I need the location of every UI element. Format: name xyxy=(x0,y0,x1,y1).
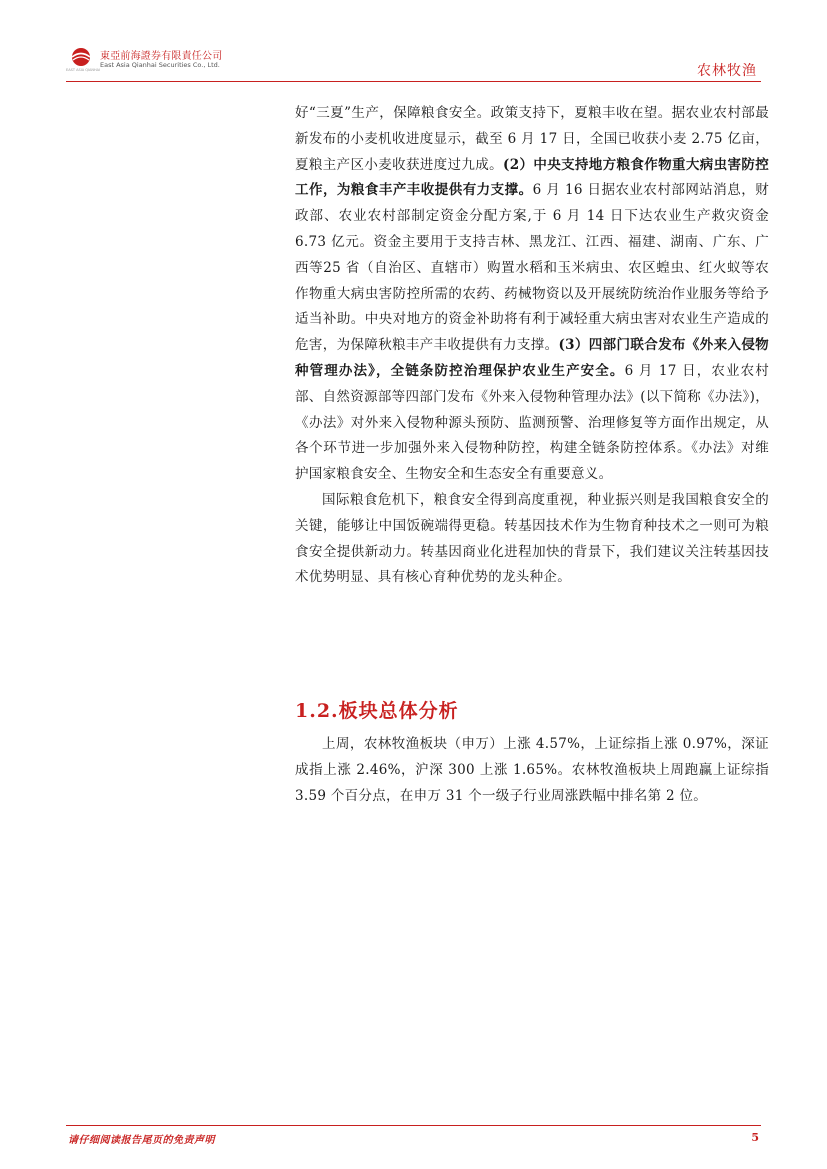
bold-point-2: (2）中央支持地方粮食作物重大病虫害防控工作，为粮食丰产丰收提供有力支撑。 xyxy=(295,156,770,199)
paragraph-market: 上周，农林牧渔板块（申万）上涨 4.57%，上证综指上涨 0.97%，深证成指上涨 2.46%，沪深 300 上涨 1.65%。农林牧渔板块上周跑赢上证综指 3.59 个百分点，在申万 31 个一级子行业周涨跌幅中排名第 2 位。 xyxy=(295,736,769,804)
bold-point-3: (3）四部门联合发布《外来入侵物种管理办法》，全链条防控治理保护农业生产安全。 xyxy=(295,337,769,379)
disclaimer-note: 请仔细阅读报告尾页的免责声明 xyxy=(68,1135,215,1146)
footer-divider xyxy=(66,1125,761,1126)
logo-subtext: EAST ASIA QIANHAI xyxy=(66,68,101,72)
company-name-cn: 東亞前海證券有限責任公司 xyxy=(100,51,223,62)
page-header xyxy=(0,0,827,90)
paragraph-policy xyxy=(295,101,769,488)
company-name-en: East Asia Qianhai Securities Co., Ltd. xyxy=(100,61,220,69)
text-run: 6 月 17 日，农业农村部、自然资源部等四部门发布《外来入侵物种管理办法》(以下简称《办法》)，《办法》对外来入侵物种源头预防、监测预警、治理修复等方面作出规定，从各个环节进一步加强外来入侵物种防控，构建全链条防控体系。《办法》对维护国家粮食安全、生物安全和生态安全有重要意义。 xyxy=(295,362,769,483)
text-run: 6 月 16 日据农业农村部网站消息，财政部、农业农村部制定资金分配方案,于 6 月 14 日下达农业生产救灾资金 6.73 亿元。资金主要用于支持吉林、黑龙江、江西、福建、湖南、广东、广西等25 省（自治区、直辖市）购置水稻和玉米病虫、农区蝗虫、红火蚁等农作物重大病虫害防控所需的农药、药械物资以及开展统防统治作业服务等给予适当补助。中央对地方的资金补助将有利于减轻重大病虫害对农业生产造成的危害，为保障秋粮丰产丰收提供有力支撑。 xyxy=(295,182,769,354)
company-logo xyxy=(66,46,223,74)
section-text xyxy=(295,732,769,809)
header-divider xyxy=(66,81,761,82)
main-text xyxy=(295,101,769,591)
page-number: 5 xyxy=(751,1131,759,1144)
section-tag: 农林牧渔 xyxy=(697,63,757,79)
text-run: 好“三夏”生产，保障粮食安全。政策支持下，夏粮丰收在望。据农业农村部最新发布的小麦机收进度显示，截至 6 月 17 日，全国已收获小麦 2.75 亿亩，夏粮主产区小麦收获进度过九成。 xyxy=(295,105,769,173)
section-heading: 1.2.板块总体分析 xyxy=(295,700,459,722)
paragraph-recommendation: 国际粮食危机下，粮食安全得到高度重视，种业振兴则是我国粮食安全的关键，能够让中国饭碗端得更稳。转基因技术作为生物育种技术之一则可为粮食安全提供新动力。转基因商业化进程加快的背景下，我们建议关注转基因技术优势明显、具有核心育种优势的龙头种企。 xyxy=(295,491,769,586)
